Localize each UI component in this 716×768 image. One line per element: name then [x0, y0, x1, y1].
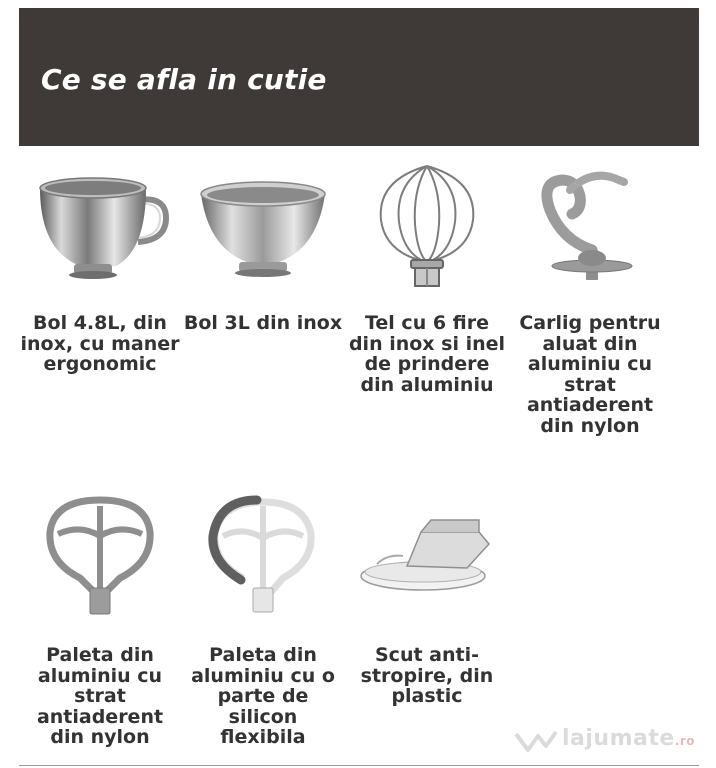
item-label: Scut anti-stropire, din plastic — [360, 644, 494, 707]
divider — [19, 765, 699, 766]
page-title: Ce se afla in cutie — [41, 63, 327, 96]
bowl-icon — [183, 160, 343, 290]
item-label: Tel cu 6 fire din inox si inel de prindere din aluminiu — [348, 312, 506, 396]
watermark-text: lajumate.ro — [562, 726, 696, 751]
flex-edge-beater-icon — [183, 492, 343, 622]
pouring-shield-icon — [347, 492, 507, 622]
item-label: Bol 3L din inox — [183, 312, 343, 334]
bowl-with-handle-icon — [20, 160, 180, 290]
flat-beater-icon — [20, 492, 180, 622]
dough-hook-icon — [510, 160, 670, 290]
wire-whip-icon — [347, 160, 507, 290]
item-label: Carlig pentru aluat din aluminiu cu strat antiaderent din nylon — [519, 312, 661, 437]
heart-logo-icon — [512, 722, 560, 758]
item-label: Paleta din aluminiu cu strat antiaderent din nylon — [36, 644, 164, 748]
item-label: Bol 4.8L, din inox, cu maner ergonomic — [20, 312, 180, 375]
item-label: Paleta din aluminiu cu o parte de silicon flexibila — [191, 644, 335, 748]
watermark-logo — [512, 722, 712, 758]
header-banner — [19, 8, 699, 146]
